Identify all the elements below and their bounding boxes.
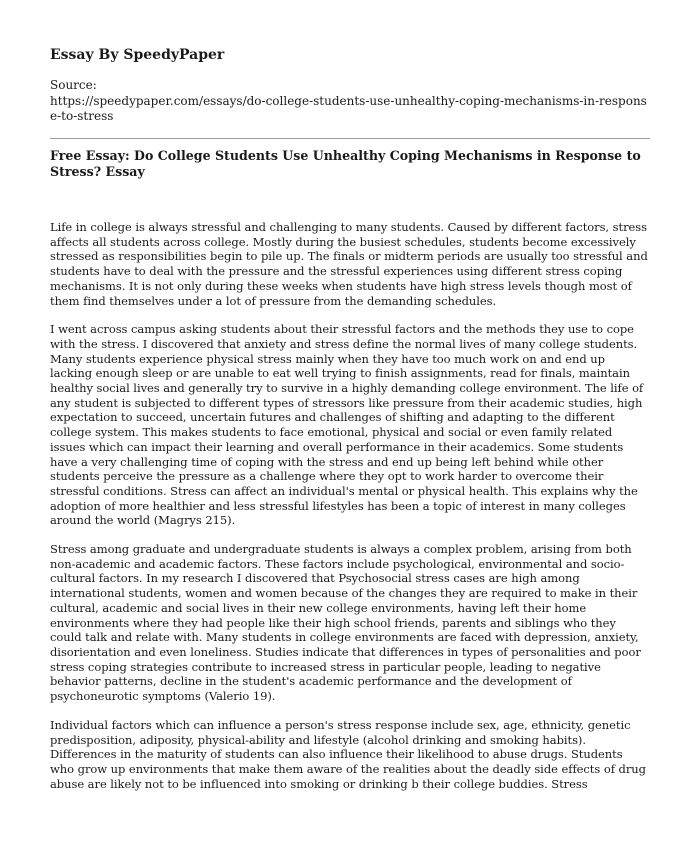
essay-paragraph-4: Individual factors which can influence a person's stress response include sex, age, ethnicity, genetic predisposition, adiposity, physical-ability and lifestyle (alcohol drinking and smoking habits). Differences in the maturity of students can also influence their likelihood to abuse drugs. Students who grow up environments that make them aware of the realities about the deadly side effects of drug abuse are likely not to be influenced into smoking or drinking b their college buddies. Stress: [50, 717, 646, 791]
essay-paragraph-3: Stress among graduate and undergraduate students is always a complex problem, arising from both non-academic and academic factors. These factors include psychological, environmental and socio-cultural factors. In my research I discovered that Psychosocial stress cases are high among international students, women and women because of the changes they are required to make in their cultural, academic and social lives in their new college environments, having left their home environments where they had people like their high school friends, parents and siblings who they could talk and relate with. Many students in college environments are faced with depression, anxiety, disorientation and even loneliness. Studies indicate that differences in types of personalities and poor stress coping strategies contribute to increased stress in particular people, leading to negative behavior patterns, decline in the student's academic performance and the development of psychoneurotic symptoms (Valerio 19).: [50, 542, 641, 704]
brand-heading: Essay By SpeedyPaper: [50, 47, 225, 63]
essay-paragraph-1: Life in college is always stressful and challenging to many students. Caused by different factors, stress affects all students across college. Mostly during the busiest schedules, students become excessively stressed as responsibilities begin to pile up. The finals or midterm periods are usually too stressful and students have to deal with the pressure and the stressful experiences using different stress coping mechanisms. It is not only during these weeks when students have high stress levels though most of them find themselves under a lot of pressure from the demanding schedules.: [50, 220, 648, 308]
essay-paragraph-2: I went across campus asking students about their stressful factors and the methods they use to cope with the stress. I discovered that anxiety and stress define the normal lives of many college students. Many students experience physical stress mainly when they have too much work on and end up lacking enough sleep or are unable to eat well trying to finish assignments, read for finals, maintain healthy social lives and generally try to survive in a highly demanding college environment. The life of any student is subjected to different types of stressors like pressure from their academic studies, high expectation to succeed, uncertain futures and challenges of shifting and adapting to the different college system. This makes students to face emotional, physical and social or even family related issues which can impact their learning and overall performance in their academics. Some students have a very challenging time of coping with the stress and end up being left behind while other students perceive the pressure as a challenge where they opt to work harder to overcome their stressful conditions. Stress can affect an individual's mental or physical health. This explains why the adoption of more healthier and less stressful lifestyles has been a topic of interest in many colleges around the world (Magrys 215).: [50, 322, 644, 528]
essay-body: [50, 220, 650, 805]
header-divider: [50, 138, 650, 139]
essay-title: Free Essay: Do College Students Use Unhealthy Coping Mechanisms in Response to Stress? Essay: [50, 148, 641, 179]
source-label: Source:: [50, 78, 97, 92]
source-url[interactable]: https://speedypaper.com/essays/do-college-students-use-unhealthy-coping-mechanisms-in-response-to-stress: [50, 94, 647, 123]
